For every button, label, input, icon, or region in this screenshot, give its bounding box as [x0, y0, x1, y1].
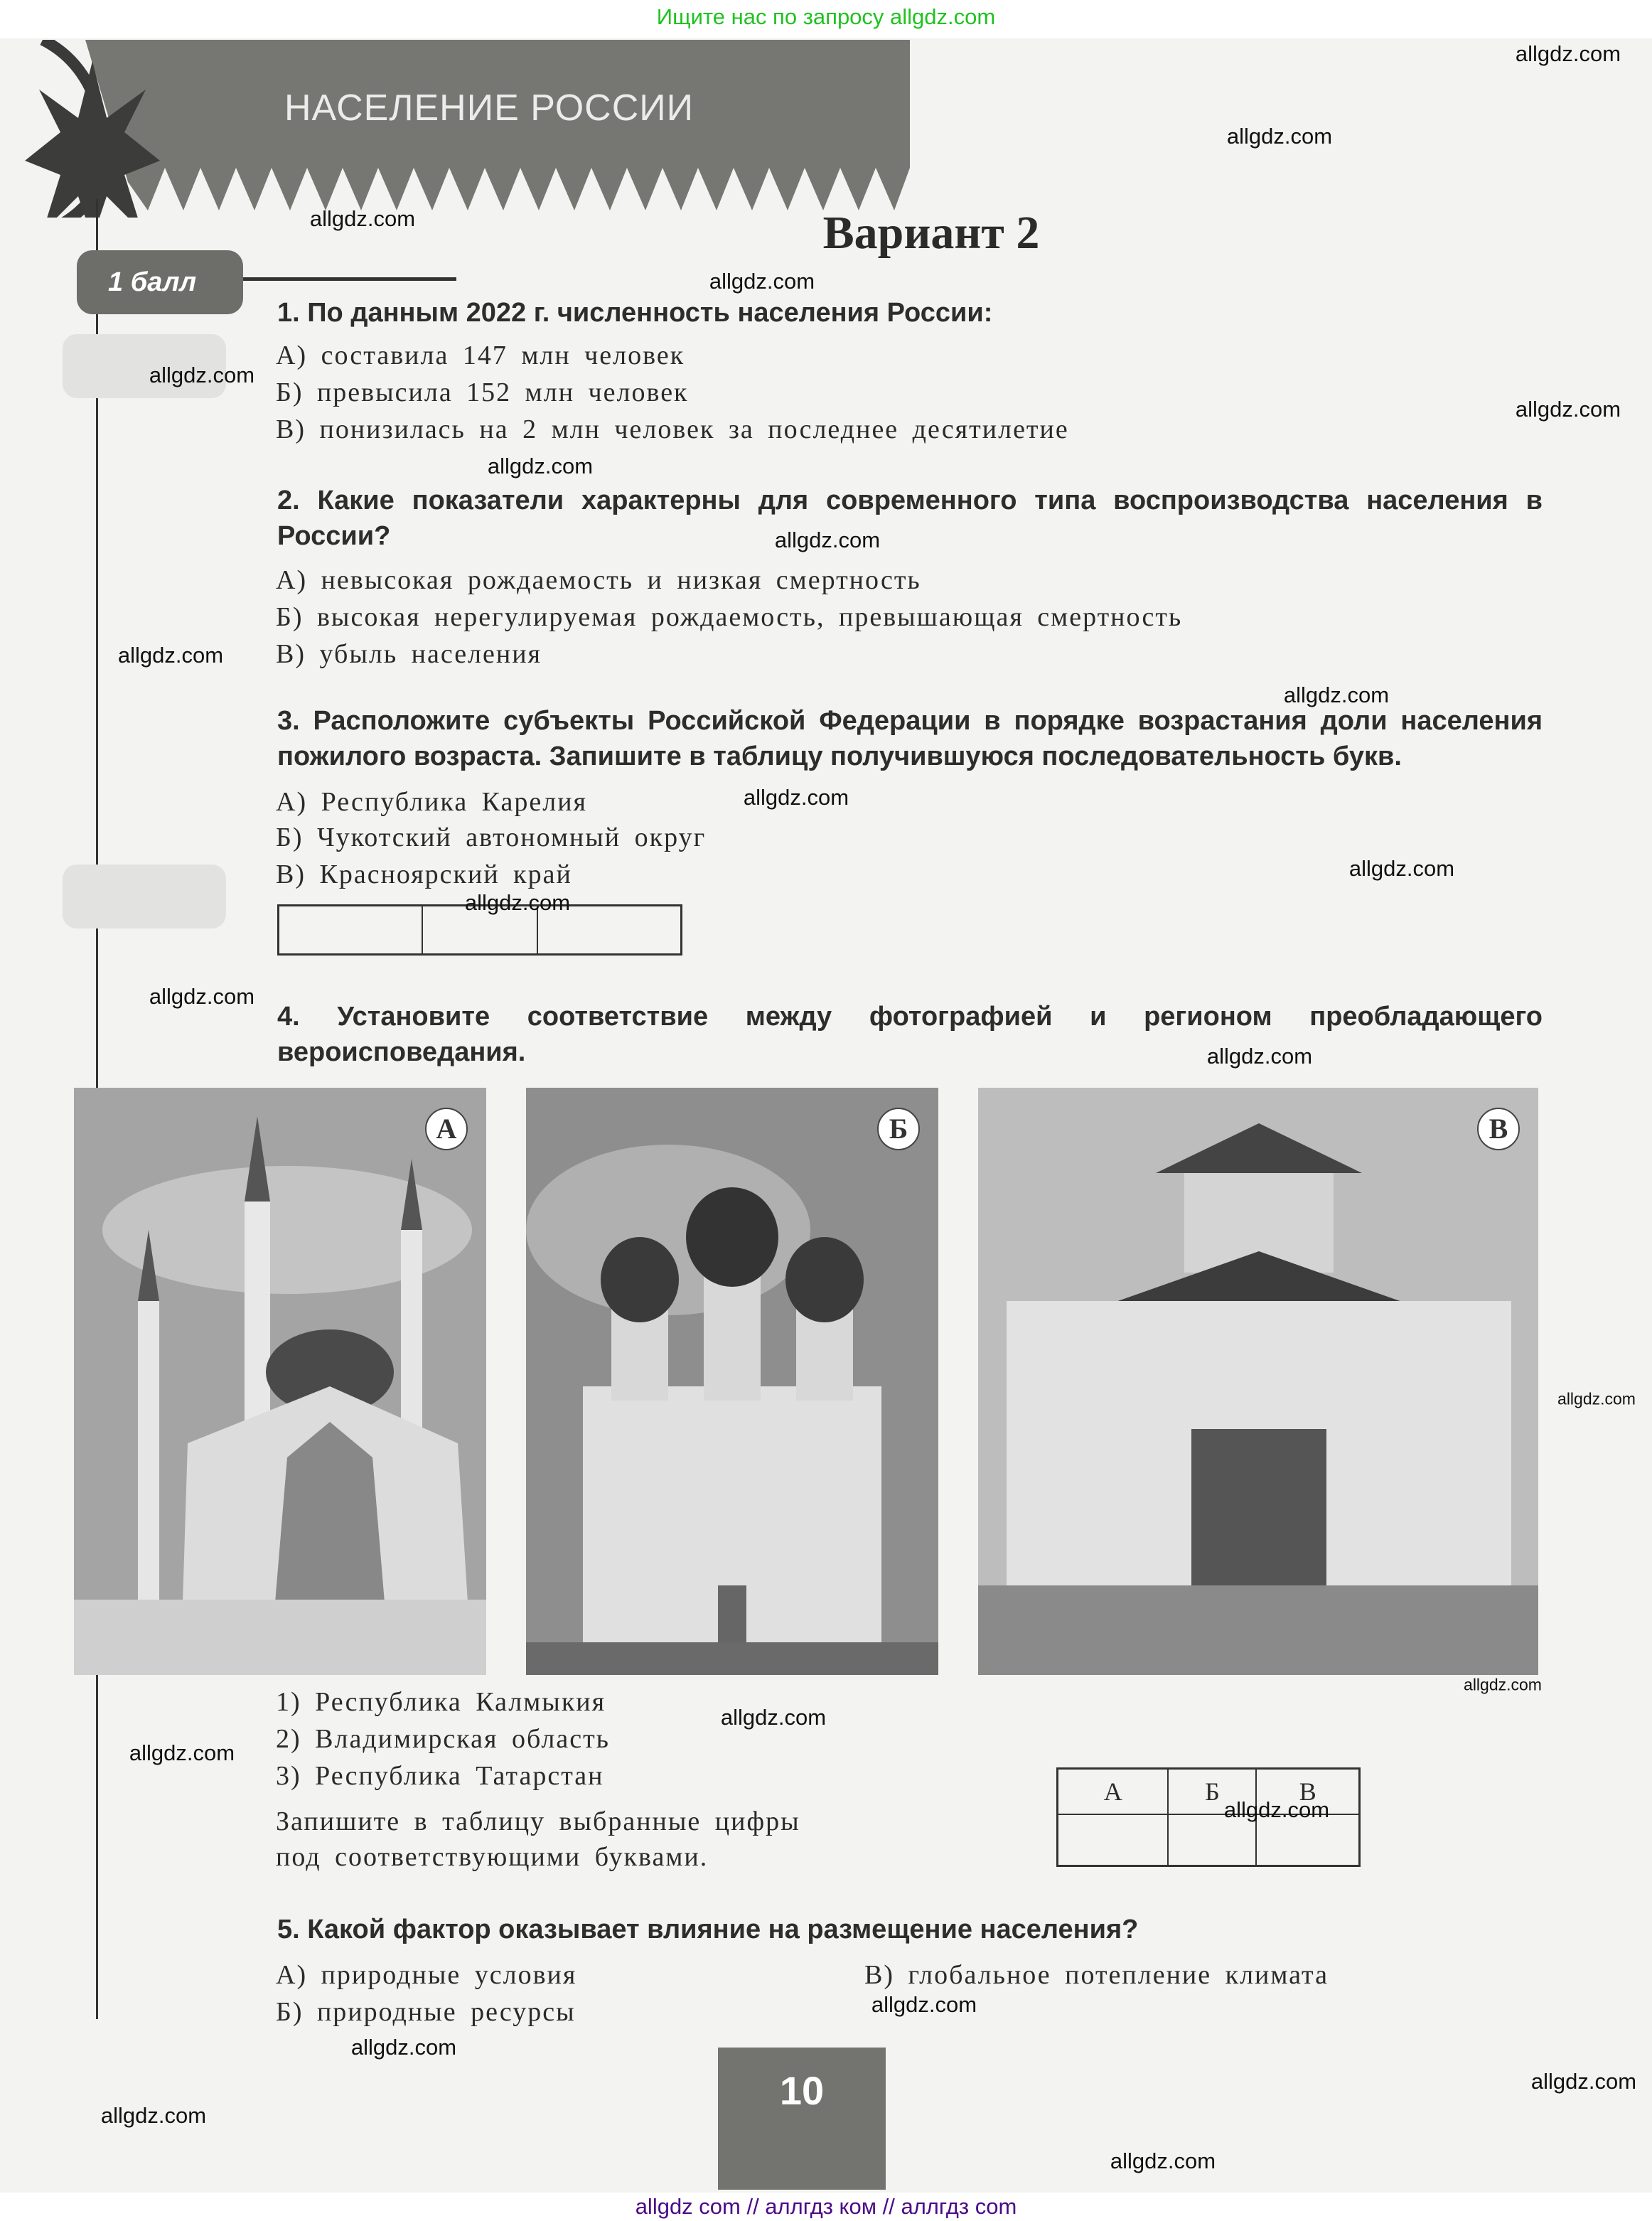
q1-option-a: А) составила 147 млн человек — [276, 341, 685, 370]
table-header-c: В — [1256, 1769, 1359, 1814]
watermark: allgdz.com — [1464, 1675, 1542, 1694]
variant-title: Вариант 2 — [822, 207, 1040, 259]
q4-instruction: под соответствующими буквами. — [276, 1842, 709, 1872]
points-badge: 1 балл — [77, 250, 243, 314]
watermark: allgdz.com — [1557, 1389, 1636, 1408]
watermark: allgdz.com — [149, 363, 255, 387]
search-banner[interactable]: Ищите нас по запросу allgdz.com — [656, 4, 996, 29]
watermark: allgdz.com — [129, 1740, 235, 1765]
watermark: allgdz.com — [709, 269, 815, 294]
photo-cathedral — [526, 1088, 938, 1675]
q3-option-a: А) Республика Карелия — [276, 787, 588, 817]
question-3: 3. Расположите субъекты Российской Федерации в порядке возрастания доли населения пожилого возраста. Запишите в таблицу получившуюся последовательность букв. — [277, 706, 1543, 771]
q1-option-b: Б) превысила 152 млн человек — [276, 378, 689, 407]
ghost-pill — [63, 865, 226, 928]
watermark: allgdz.com — [774, 528, 881, 552]
q5-option-c: В) глобальное потепление климата — [864, 1960, 1329, 1990]
points-divider — [243, 277, 456, 281]
watermark: allgdz.com — [149, 984, 255, 1009]
q1-option-c: В) понизилась на 2 млн человек за последнее десятилетие — [276, 414, 1069, 444]
watermark: allgdz.com — [1515, 397, 1621, 422]
q5-option-b: Б) природные ресурсы — [276, 1997, 576, 2027]
q4-option-2: 2) Владимирская область — [276, 1724, 610, 1754]
q5-option-a: А) природные условия — [276, 1960, 577, 1990]
question-4: 4. Установите соответствие между фотографией и регионом преобладающего вероисповедания. — [277, 1002, 1543, 1067]
watermark: allgdz.com — [871, 1992, 977, 2017]
watermark: allgdz.com — [309, 206, 416, 231]
q2-option-a: А) невысокая рождаемость и низкая смертность — [276, 565, 921, 595]
q2-option-b: Б) высокая нерегулируемая рождаемость, превышающая смертность — [276, 602, 1183, 632]
photo-label-b: Б — [877, 1108, 920, 1150]
watermark: allgdz.com — [1283, 683, 1390, 707]
photo-label-a: А — [425, 1108, 468, 1150]
q2-option-c: В) убыль населения — [276, 639, 542, 669]
section-title: НАСЕЛЕНИЕ РОССИИ — [284, 87, 694, 129]
watermark: allgdz.com — [720, 1705, 827, 1730]
watermark: allgdz.com — [1515, 41, 1621, 66]
answer-cell[interactable] — [1058, 1814, 1169, 1866]
watermark: allgdz.com — [1206, 1044, 1313, 1069]
table-header-a: А — [1058, 1769, 1169, 1814]
question-5: 5. Какой фактор оказывает влияние на размещение населения? — [277, 1915, 1139, 1944]
watermark: allgdz.com — [117, 643, 224, 668]
q4-option-3: 3) Республика Татарстан — [276, 1761, 604, 1791]
question-2: 2. Какие показатели характерны для современного типа воспроизводства населения в России? — [277, 486, 1543, 551]
watermark: allgdz.com — [1223, 1797, 1330, 1822]
table-header-b: Б — [1168, 1769, 1256, 1814]
q3-option-b: Б) Чукотский автономный округ — [276, 823, 707, 852]
answer-cell[interactable] — [279, 906, 423, 955]
question-1: 1. По данным 2022 г. численность населения России: — [277, 298, 993, 328]
page-number: 10 — [718, 2048, 886, 2190]
watermark: allgdz.com — [1348, 856, 1455, 881]
watermark: allgdz.com — [464, 890, 571, 915]
footer-banner[interactable]: allgdz com // аллгдз ком // аллгдз com — [0, 2193, 1652, 2221]
photo-buddhist-temple — [978, 1088, 1538, 1675]
q3-option-c: В) Красноярский край — [276, 860, 572, 889]
watermark: allgdz.com — [487, 454, 594, 478]
watermark: allgdz.com — [1530, 2069, 1637, 2094]
watermark: allgdz.com — [100, 2103, 207, 2128]
q4-instruction: Запишите в таблицу выбранные цифры — [276, 1807, 800, 1836]
watermark: allgdz.com — [1226, 124, 1333, 149]
watermark: allgdz.com — [743, 785, 849, 810]
photo-label-c: В — [1477, 1108, 1520, 1150]
watermark: allgdz.com — [1110, 2148, 1216, 2173]
watermark: allgdz.com — [350, 2035, 457, 2060]
photo-mosque — [74, 1088, 486, 1675]
q4-option-1: 1) Республика Калмыкия — [276, 1687, 606, 1717]
